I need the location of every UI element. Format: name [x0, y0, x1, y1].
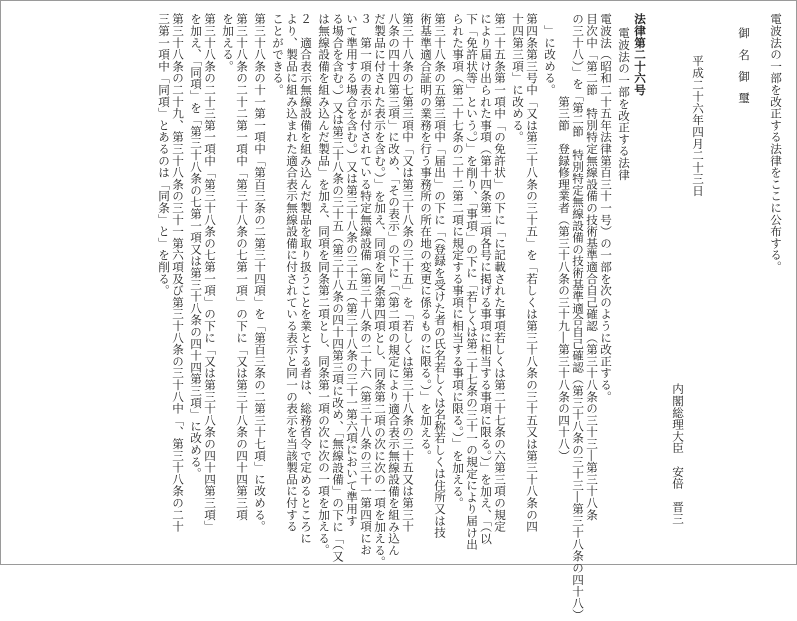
body-line: 第三十八条の五第三項中「届出」の下に「（登録を受けた者の氏名若しくは名称若しくは住所又は技	[433, 13, 447, 539]
body-line: る場合を含む。）又は第三十八条の三十五（第三十八条の四十四第三項に改め、「無線設備」の下に「（又	[331, 13, 345, 562]
law-number: 法律第二十六号	[633, 13, 647, 96]
body-line: 第三節 登録修理業者（第三十八条の三十九―第三十八条の四十八）	[557, 13, 571, 462]
body-line: 第三十八条の十一第一項中「第百三条の二第三十四項」を「第百三条の二第三十七項」に改める。	[253, 13, 267, 533]
body-line: を加え、「同項」を「第三十八条の七第一項又は第三十八条の四十四第三項」に改める。	[189, 13, 203, 480]
body-line: 第三十八条の二十二第一項中「第三十八条の七第一項」の下に「又は第三十八条の四十四第三項	[235, 13, 249, 521]
imperial-seal-text: 御名御璽	[737, 27, 751, 114]
body-line: ２ 適合表示無線設備を組み込んだ製品を取り扱うことを業とする者は、総務省令で定めるところに	[299, 13, 313, 544]
body-line: 下「免許状等」という。）」を削り、「事項」の下に「若しくは第二十七条の三十一の規定により届け出	[465, 13, 479, 551]
body-line: を加える。	[221, 13, 235, 72]
body-line: 第三十八条の二十三第一項中「第三十八条の七第一項」の下に「又は第三十八条の四十四第三項」	[203, 13, 217, 533]
law-title: 電波法の一部を改正する法律	[617, 27, 631, 181]
promulgation-text: 電波法の一部を改正する法律をここに公布する。	[769, 13, 783, 273]
body-line: により届け出られた事項（第十四条第二項各号に掲げる事項に相当する事項に限る。）」を加え、「（以	[479, 13, 493, 545]
body-line: 第三十八条の七第三項中「又は第三十八条の三十五」を「若しくは第三十八条の三十五又は第三十	[401, 13, 415, 533]
body-line: 三第一項中「同項」とあるのは「同条」と」を削る。	[157, 13, 171, 297]
body-line: 第四条第三号中「又は第三十八条の三十五」を「若しくは第三十八条の三十五又は第三十八条の四	[525, 13, 539, 533]
body-line: ことができる。	[271, 13, 285, 96]
cabinet-signature: 内閣総理大臣 安倍 晋三	[671, 383, 685, 525]
body-line: の三十八）」を「第二節 特別特定無線設備の技術基準適合自己確認（第三十八条の三十三―第三十八条の四十八）	[571, 13, 585, 621]
body-line: 目次中「第二節 特別特定無線設備の技術基準適合自己確認（第三十八条の三十三―第三十八条	[585, 13, 599, 521]
body-line: 第三十八条の二十九、第三十八条の三十一第六項及び第三十八条の三十八中「、第三十八条の二十	[171, 13, 185, 533]
body-line: は無線設備を組み込んだ製品」を加え、同項を同条第二項とし、同条第一項の次に次の一項を加える。	[317, 13, 331, 556]
body-line: 八条の四十四第三項」に改め、「その表示」の下に「（第二項の規定により適合表示無線設備を組み込ん	[387, 13, 401, 556]
body-line: 十四第三項」に改める。	[511, 13, 525, 143]
body-line: だ製品に付された表示を含む。）」を加え、同項を同条第四項とし、同条第二項の次に次の一項を加える。	[373, 13, 387, 568]
promulgation-date: 平成二十六年四月二十三日	[691, 55, 705, 197]
body-line: 術基準適合証明の業務を行う事務所の所在地の変更に係るものに限る。）」を加える。	[419, 13, 433, 462]
body-line: 第二十五条第一項中「の免許状」の下に「に記載された事項若しくは第二十七条の六第三項の規定	[493, 13, 507, 533]
body-line: 電波法（昭和二十五年法律第百三十一号）の一部を次のように改正する。	[599, 13, 613, 403]
body-line: より、製品に組み込まれた適合表示無線設備に付されている表示と同一の表示を当該製品に付する	[285, 13, 299, 533]
body-line: られた事項（第二十七条の二十二第二項に規定する事項に相当する事項に限る。）」を加える。	[451, 13, 465, 509]
body-line: 」に改める。	[543, 13, 557, 96]
body-line: ３ 第一項の表示が付されている特定無線設備（第三十八条の二十六（第三十八条の三十一第四項にお	[359, 13, 373, 556]
body-line: いて準用する場合を含む。）又は第三十八条の三十五（第三十八条の三十一第六項において準用す	[345, 13, 359, 527]
